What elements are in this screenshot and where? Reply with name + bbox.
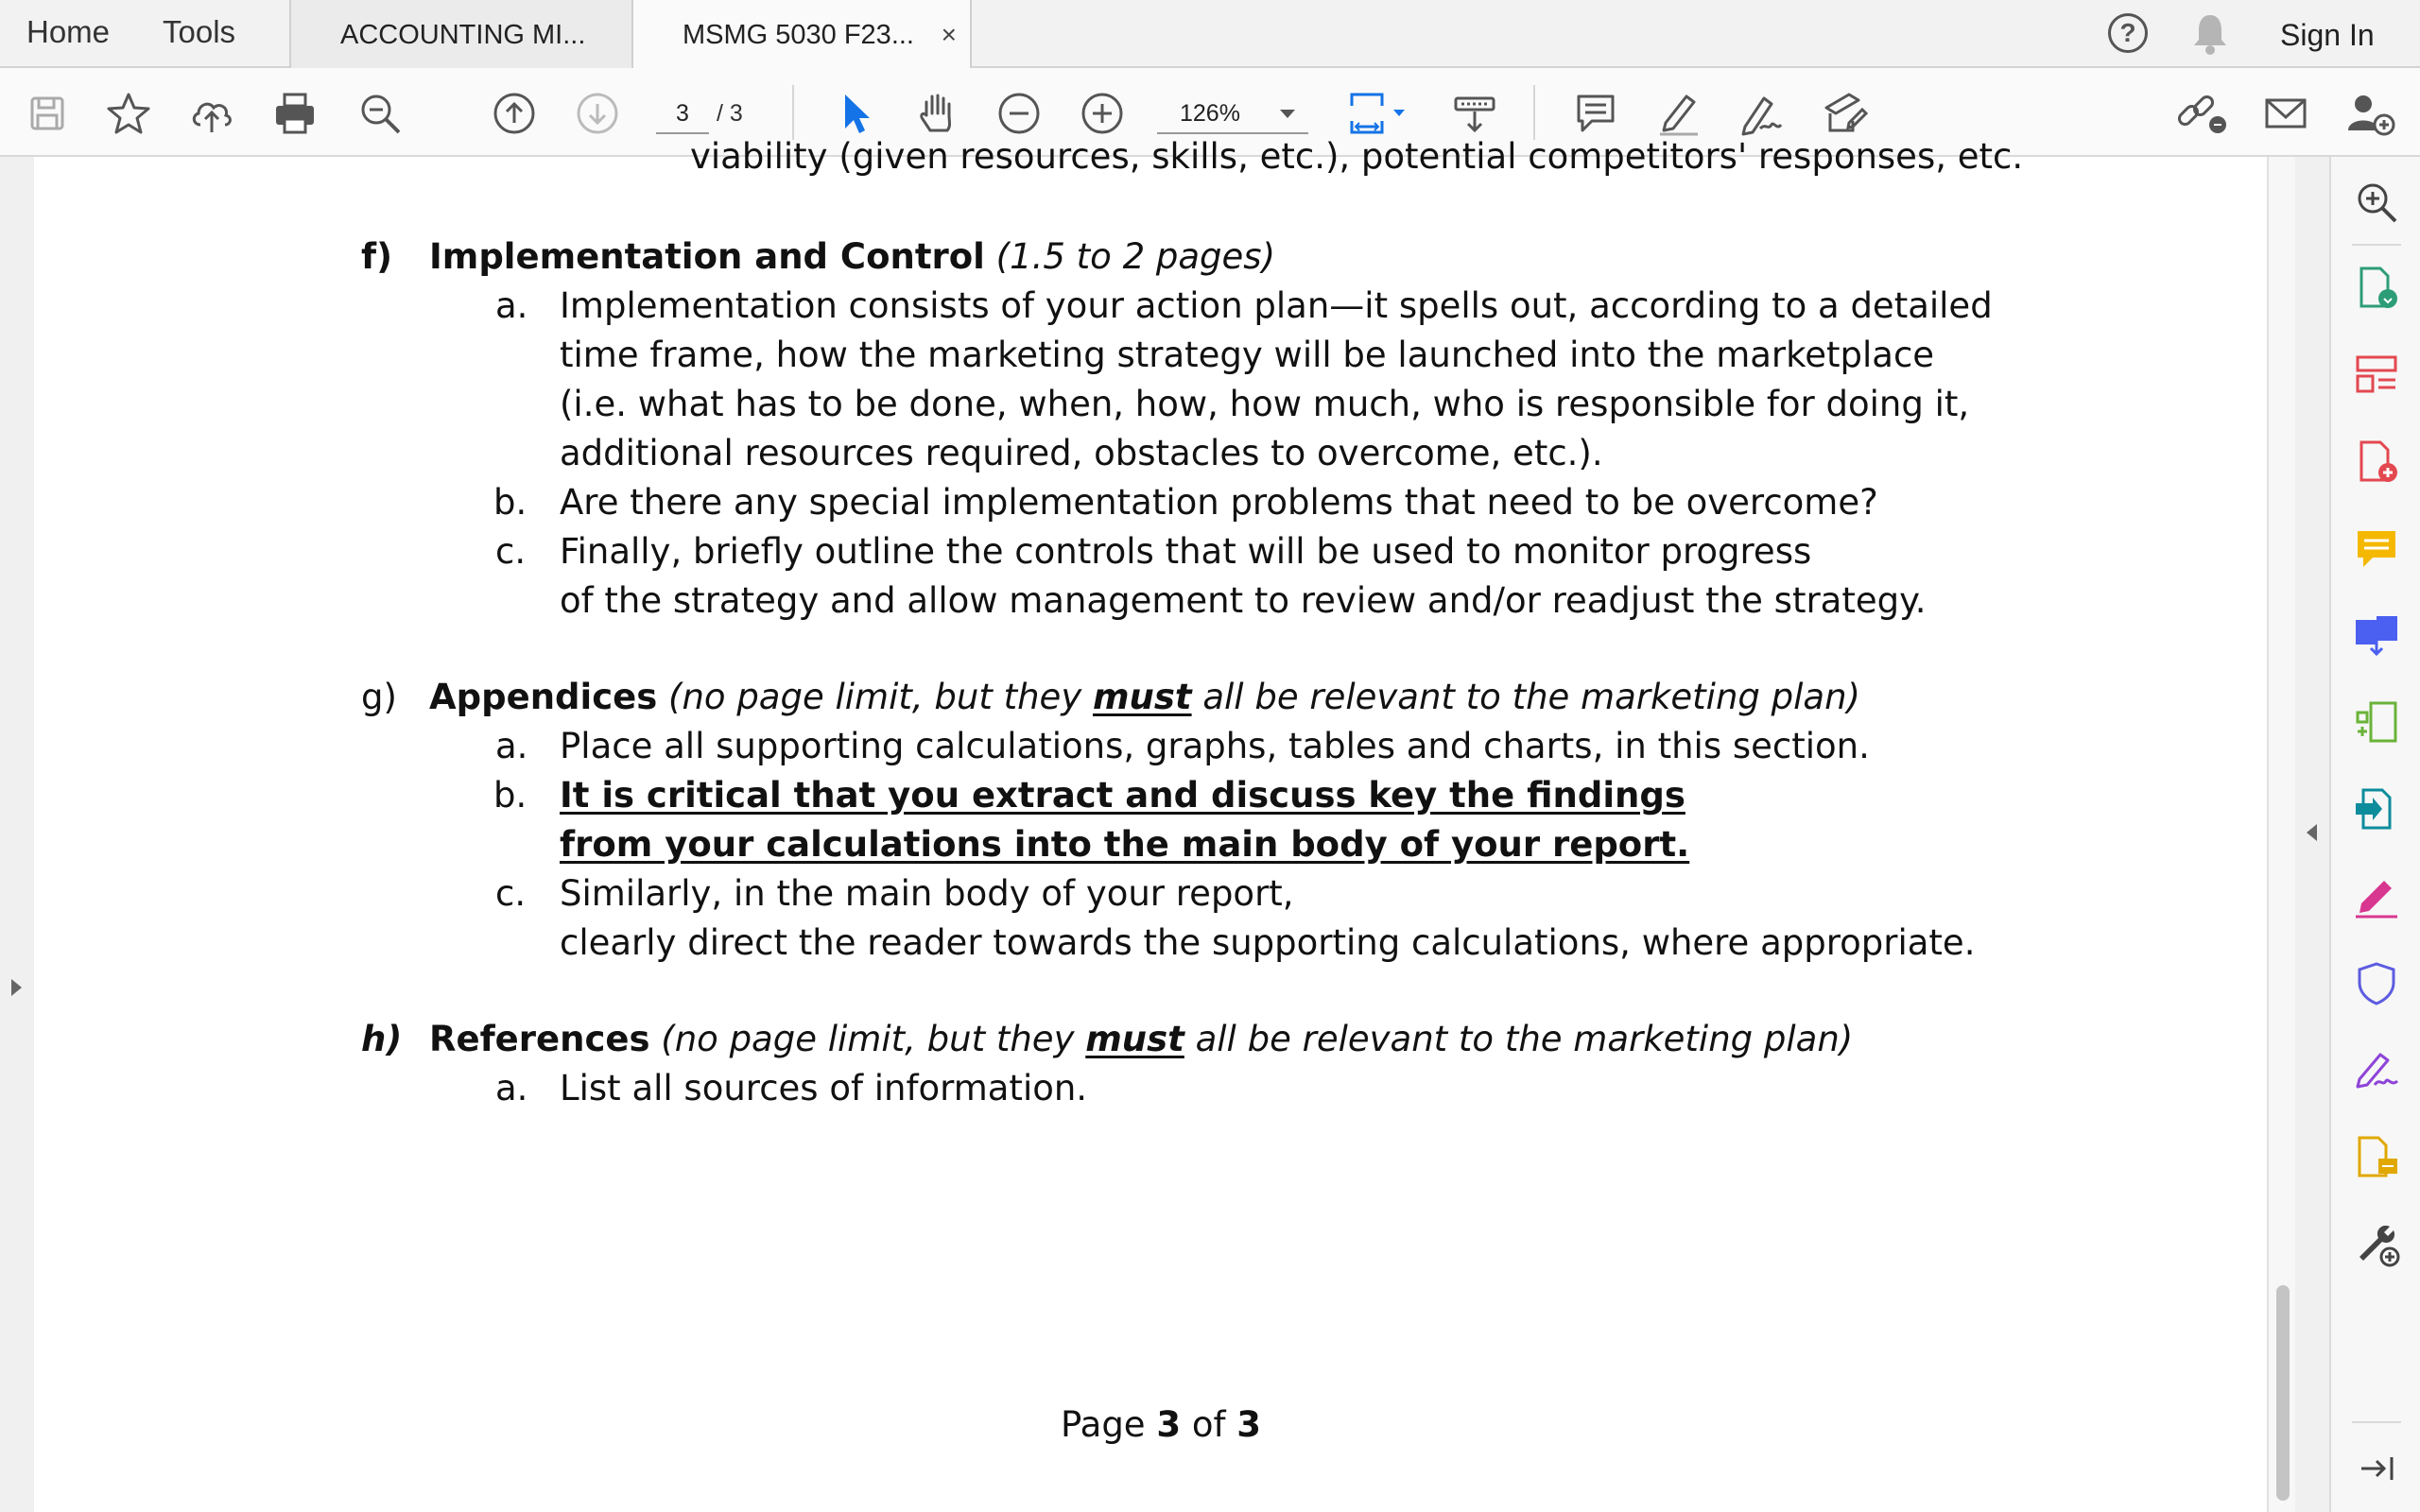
tools-rail (2329, 157, 2420, 1512)
section-heading (429, 1017, 1853, 1062)
section-note: all be relevant to the marketing plan) (1184, 1019, 1854, 1059)
print-icon[interactable] (270, 89, 320, 138)
edit-pdf-icon[interactable] (2354, 699, 2399, 745)
section-title: Appendices (429, 677, 658, 717)
zoom-level-select[interactable] (1157, 93, 1308, 134)
collapse-right-icon (2307, 824, 2317, 841)
highlight-icon[interactable] (1654, 89, 1703, 138)
draw-signature-icon[interactable] (1737, 89, 1787, 138)
page-footer (1061, 1402, 1261, 1448)
item-line: time frame, how the marketing strategy will be launched into the marketplace (560, 335, 1935, 375)
partial-line: viability (given resources, skills, etc.), potential competitors' responses, etc. (690, 136, 2024, 177)
item-marker: c. (495, 873, 527, 914)
vertical-scrollbar[interactable] (2267, 157, 2295, 1512)
fit-page-icon[interactable] (1346, 89, 1412, 138)
expand-left-icon (11, 979, 22, 996)
item-marker: a. (495, 726, 528, 766)
item-line: Implementation consists of your action plan—it spells out, according to a detailed (560, 285, 1993, 326)
footer-text: Page (1061, 1404, 1157, 1445)
collapse-panel-icon[interactable] (2354, 1446, 2399, 1491)
item-line: Place all supporting calculations, graphs, tables and charts, in this section. (560, 726, 1870, 766)
fill-and-sign-icon[interactable] (2354, 873, 2399, 919)
item-line: of the strategy and allow management to review and/or readjust the strategy. (560, 580, 1927, 621)
item-marker: a. (495, 285, 528, 326)
notification-bell-icon[interactable] (2189, 11, 2231, 61)
zoom-in-icon[interactable] (1078, 89, 1127, 138)
item-line-emphasis: It is critical that you extract and discuss key the findings (560, 775, 1685, 816)
document-page (34, 136, 2267, 1512)
tab-label: ACCOUNTING MI... (340, 20, 586, 50)
item-marker: b. (493, 482, 527, 523)
document-tab-msmg[interactable] (631, 0, 972, 70)
zoom-level-value: 126% (1180, 100, 1240, 127)
bookmark-star-icon[interactable] (104, 89, 153, 138)
item-line: Are there any special implementation problems that need to be overcome? (560, 482, 1878, 523)
previous-page-icon[interactable] (490, 89, 539, 138)
item-line: additional resources required, obstacles to overcome, etc.). (560, 433, 1603, 473)
select-cursor-icon[interactable] (830, 89, 879, 138)
section-heading (429, 675, 1860, 720)
comment-icon[interactable] (1571, 89, 1620, 138)
hand-tool-icon[interactable] (913, 89, 962, 138)
protect-icon[interactable] (2354, 960, 2399, 1005)
tab-bar (0, 0, 2420, 68)
email-icon[interactable] (2261, 89, 2310, 138)
rail-divider (2352, 1421, 2401, 1423)
cloud-upload-icon[interactable] (187, 89, 236, 138)
close-tab-icon[interactable]: × (941, 20, 957, 49)
page-number-input[interactable]: 3 (656, 93, 709, 134)
section-note: (no page limit, but they (661, 1019, 1086, 1059)
share-link-icon[interactable] (2174, 89, 2231, 138)
footer-total-pages: 3 (1236, 1404, 1262, 1445)
search-tools-icon[interactable] (2354, 180, 2399, 225)
item-marker: b. (493, 775, 527, 816)
scroll-mode-icon[interactable] (1450, 89, 1499, 138)
section-title: References (429, 1019, 650, 1059)
sign-in-button[interactable]: Sign In (2280, 18, 2375, 52)
footer-text: of (1181, 1404, 1237, 1445)
page-total: / 3 (717, 100, 743, 127)
next-page-icon[interactable] (573, 89, 622, 138)
nav-tools[interactable]: Tools (163, 14, 236, 49)
section-note: (no page limit, but they (668, 677, 1093, 717)
section-title: Implementation and Control (429, 236, 985, 277)
document-viewport[interactable] (34, 136, 2267, 1512)
send-for-review-icon[interactable] (2354, 786, 2399, 832)
section-marker: h) (361, 1019, 403, 1059)
organize-pages-icon[interactable] (2354, 352, 2399, 397)
prepare-form-icon[interactable] (2354, 1134, 2399, 1179)
request-signatures-icon[interactable] (2354, 1047, 2399, 1092)
export-pdf-icon[interactable] (2354, 265, 2399, 310)
scrollbar-thumb[interactable] (2276, 1285, 2290, 1501)
comment-tool-icon[interactable] (2354, 525, 2399, 571)
search-icon[interactable] (355, 89, 405, 138)
section-note-emphasis: must (1092, 677, 1192, 717)
combine-files-icon[interactable] (2354, 612, 2399, 658)
chevron-down-icon (1280, 110, 1295, 118)
fill-sign-icon[interactable] (1821, 89, 1870, 138)
footer-current-page: 3 (1156, 1404, 1182, 1445)
item-line: Finally, briefly outline the controls that will be used to monitor progress (560, 531, 1812, 572)
toolbar-divider (792, 85, 794, 140)
zoom-out-icon[interactable] (994, 89, 1044, 138)
item-marker: c. (495, 531, 527, 572)
toolbar-divider (1533, 85, 1535, 140)
document-tab-accounting[interactable] (289, 0, 631, 68)
item-marker: a. (495, 1068, 528, 1108)
section-note: all be relevant to the marketing plan) (1191, 677, 1860, 717)
more-tools-icon[interactable] (2354, 1221, 2399, 1266)
item-line: clearly direct the reader towards the supporting calculations, where appropriate. (560, 922, 1976, 963)
tab-label: MSMG 5030 F23... (683, 20, 914, 50)
save-icon[interactable] (23, 89, 72, 138)
section-marker: f) (361, 236, 393, 277)
right-panel-toggle[interactable] (2295, 157, 2329, 1512)
section-heading (429, 234, 1275, 280)
section-note: (1.5 to 2 pages) (995, 236, 1276, 277)
item-line-emphasis: from your calculations into the main body of your report. (560, 824, 1690, 865)
item-line: Similarly, in the main body of your report, (560, 873, 1294, 914)
add-user-icon[interactable] (2342, 89, 2399, 138)
left-panel-toggle[interactable] (0, 157, 34, 1512)
help-icon[interactable]: ? (2108, 13, 2148, 53)
item-line: List all sources of information. (560, 1068, 1088, 1108)
nav-home[interactable]: Home (26, 14, 111, 49)
item-line: (i.e. what has to be done, when, how, how much, who is responsible for doing it, (560, 384, 1970, 424)
rail-divider (2352, 244, 2401, 246)
create-pdf-icon[interactable] (2354, 438, 2399, 484)
section-note-emphasis: must (1085, 1019, 1184, 1059)
section-marker: g) (361, 677, 397, 717)
